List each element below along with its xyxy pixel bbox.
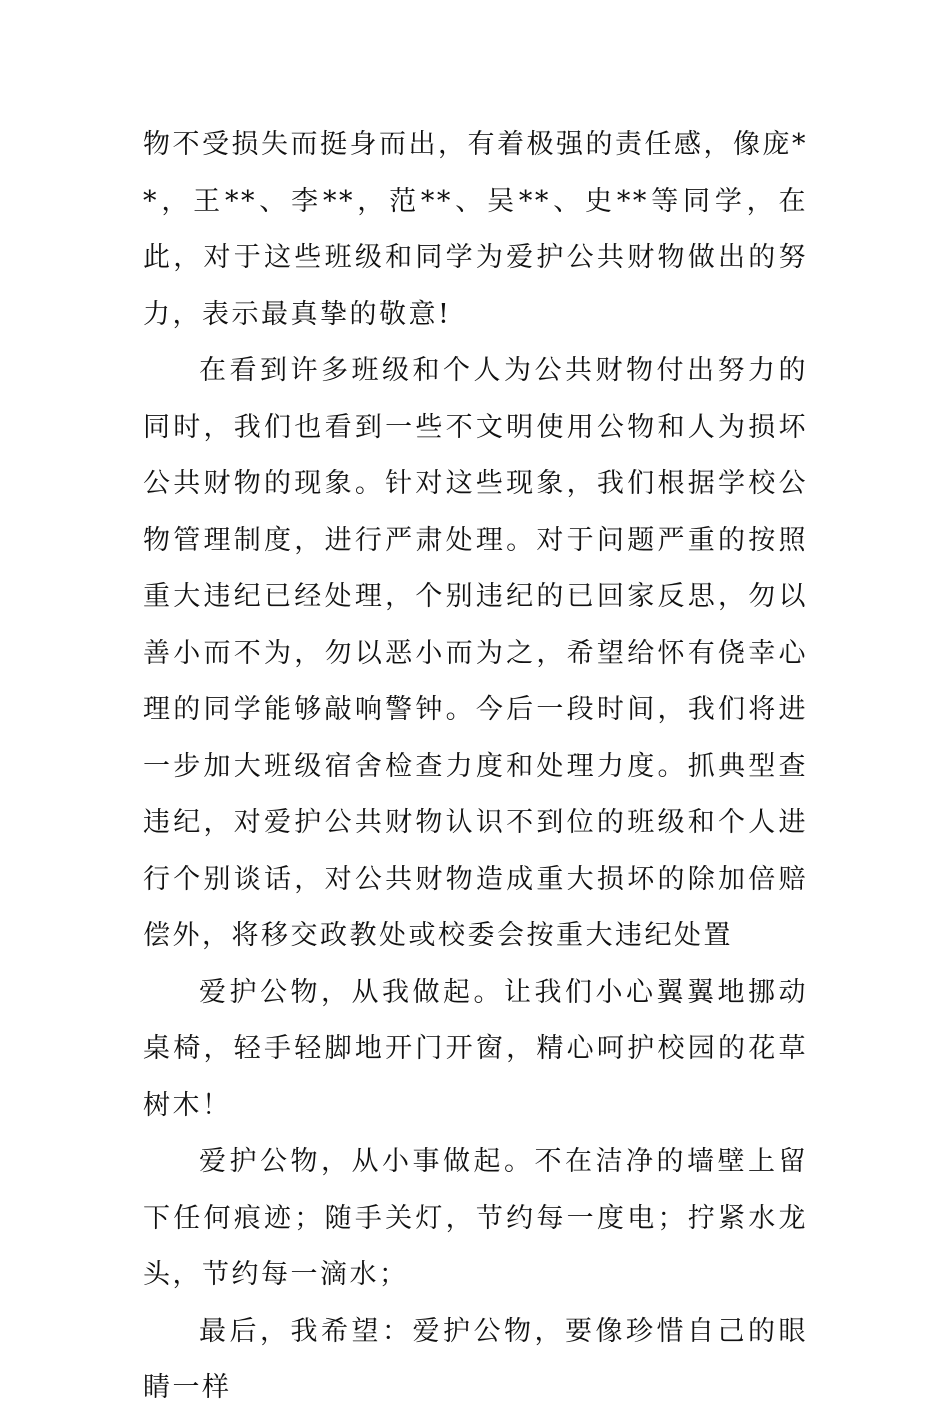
paragraph-2: 在看到许多班级和个人为公共财物付出努力的同时，我们也看到一些不文明使用公物和人为损坏公共财物的现象。针对这些现象，我们根据学校公物管理制度，进行严肃处理。对于问题严重的按照重大违纪已经处理，个别违纪的已回家反思，勿以善小而不为，勿以恶小而为之，希望给怀有侥幸心理的同学能够敲响警钟。今后一段时间，我们将进一步加大班级宿舍检查力度和处理力度。抓典型查违纪，对爱护公共财物认识不到位的班级和个人进行个别谈话，对公共财物造成重大损坏的除加倍赔偿外，将移交政教处或校委会按重大违纪处置 (143, 355, 808, 951)
paragraph-1: 物不受损失而挺身而出，有着极强的责任感，像庞**，王**、李**，范**、吴**、史**等同学，在此，对于这些班级和同学为爱护公共财物做出的努力，表示最真挚的敬意! (143, 129, 808, 330)
paragraph-5: 最后，我希望：爱护公物，要像珍惜自己的眼睛一样 (143, 1315, 808, 1403)
paragraph-3: 爱护公物，从我做起。让我们小心翼翼地挪动桌椅，轻手轻脚地开门开窗，精心呵护校园的花草树木！ (143, 976, 808, 1121)
paragraph-4: 爱护公物，从小事做起。不在洁净的墙壁上留下任何痕迹；随手关灯，节约每一度电；拧紧水龙头，节约每一滴水； (143, 1146, 808, 1290)
document-body (143, 117, 808, 1417)
